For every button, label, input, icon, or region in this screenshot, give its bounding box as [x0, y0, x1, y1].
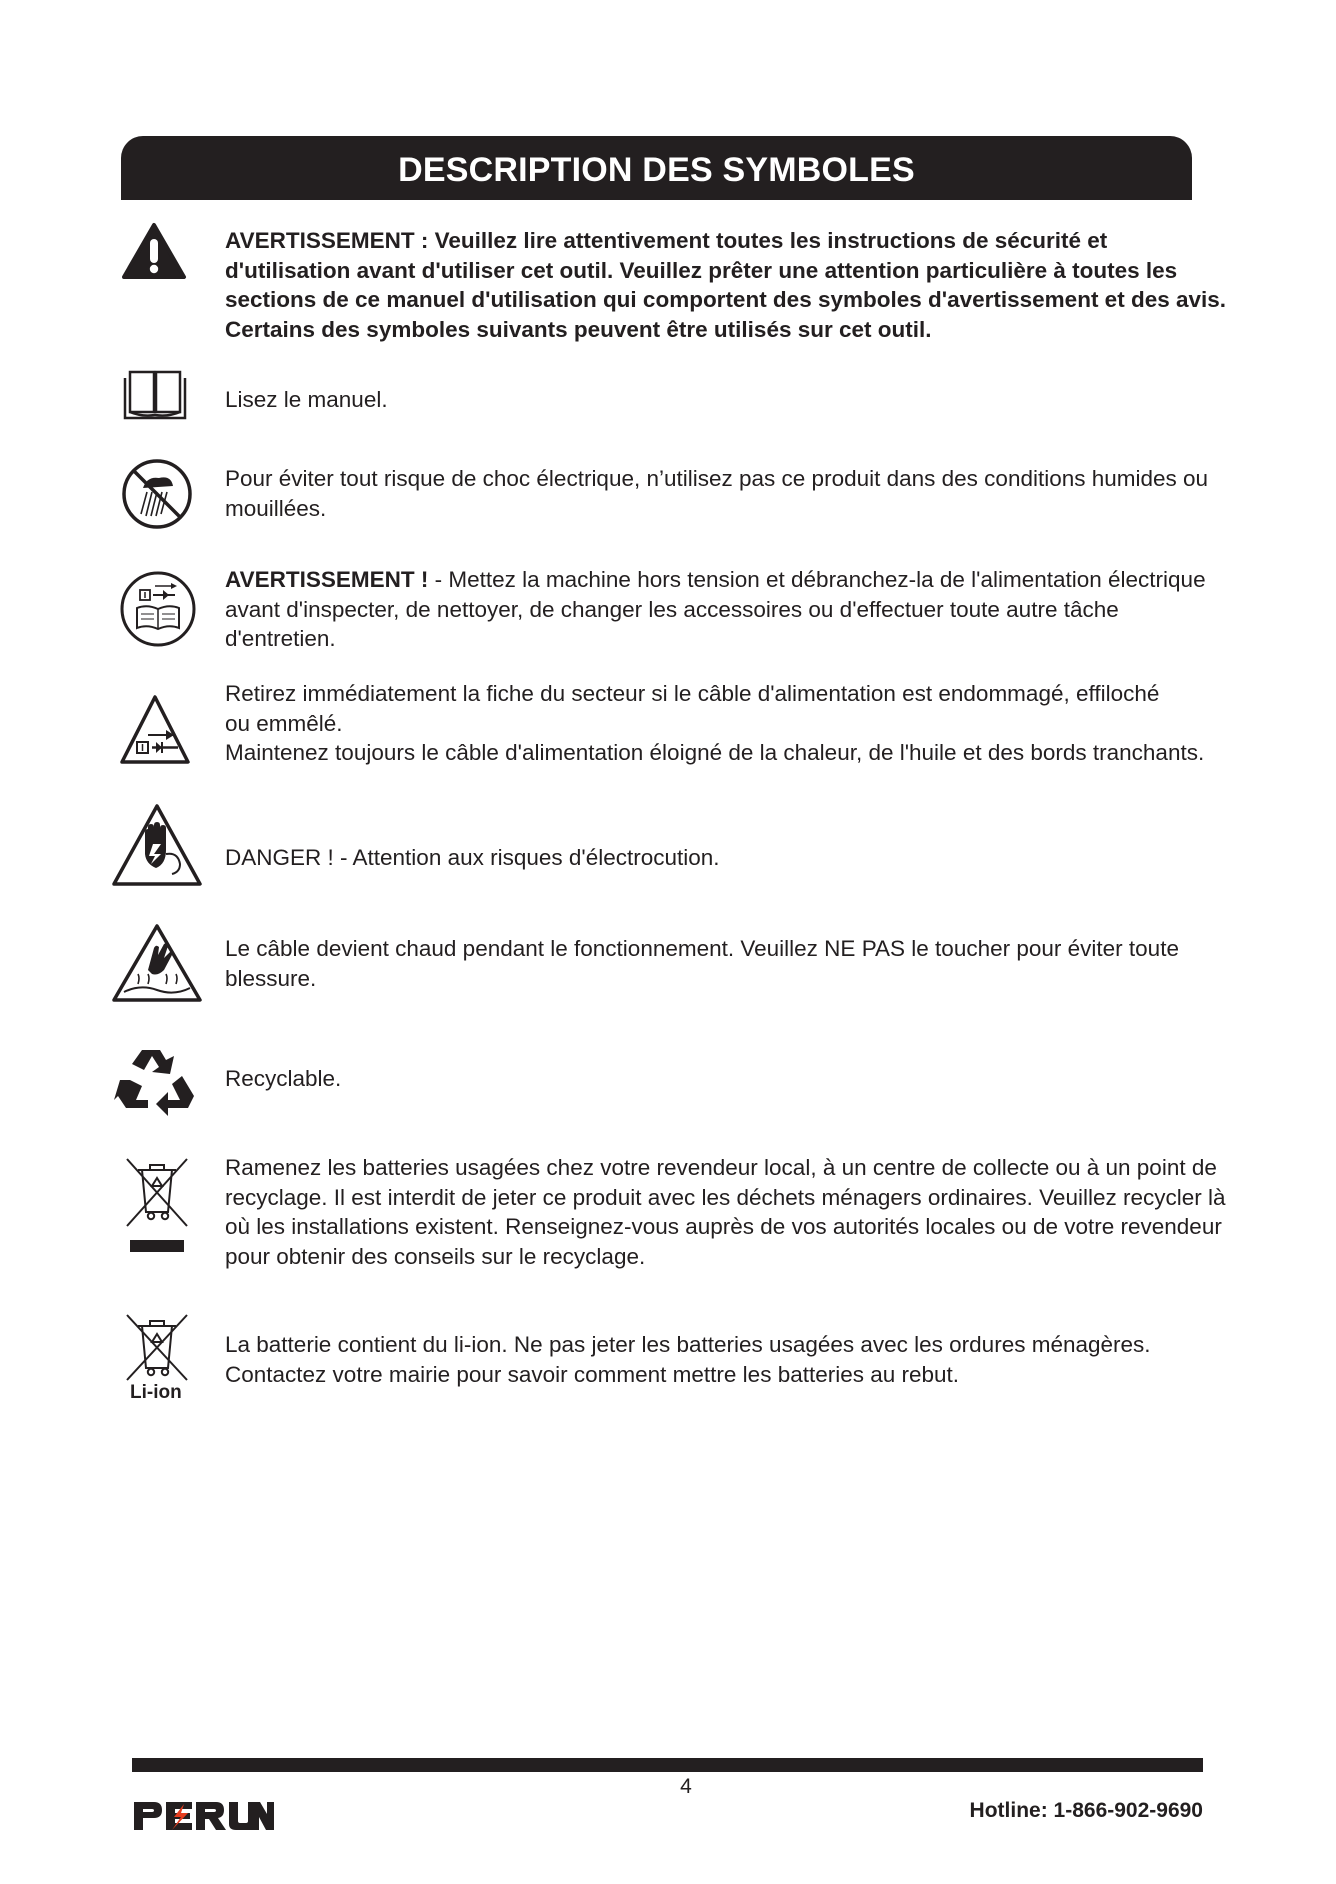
unplug-warning-icon — [118, 692, 192, 768]
damaged-cable-line: Retirez immédiatement la fiche du secteur si le câble d'alimentation est endommagé, effiloché ou emmêlé. — [225, 681, 1160, 736]
cable-away-line: Maintenez toujours le câble d'alimentation éloigné de la chaleur, de l'huile et des bords tranchants. — [225, 740, 1205, 765]
hot-surface-hand-icon — [110, 922, 204, 1004]
recycle-icon — [114, 1046, 200, 1122]
hotline-text: Hotline: 1-866-902-9690 — [969, 1799, 1203, 1822]
li-ion-bin-icon — [124, 1312, 190, 1382]
wet-conditions-text: Pour éviter tout risque de choc électrique, n’utilisez pas ce produit dans des conditions humides ou mouillées. — [225, 466, 1209, 521]
hot-cable-text: Le câble devient chaud pendant le fonctionnement. Veuillez NE PAS le toucher pour éviter toute blessure. — [225, 936, 1179, 991]
perun-logo — [134, 1800, 274, 1832]
li-ion-label: Li-ion — [130, 1382, 182, 1403]
warning-body: - Mettez la machine hors tension et débranchez-la de l'alimentation électrique avant d'inspecter, de nettoyer, de changer les accessoires ou d'effectuer toute autre tâche d'entretien. — [225, 567, 1206, 651]
general-warning-text: AVERTISSEMENT : Veuillez lire attentivement toutes les instructions de sécurité et d'utilisation avant d'utiliser cet outil. Veuillez prêter une attention particulière à toutes les sections de ce manuel d'utilisation qui comportent des symboles d'avertissement et des avis. Certains des symboles suivants peuvent être utilisés sur cet outil. — [225, 228, 1227, 342]
section-header — [121, 136, 1192, 200]
electrocution-hand-icon — [110, 802, 204, 888]
crossed-bin-icon — [124, 1156, 190, 1254]
li-ion-battery-text: La batterie contient du li-ion. Ne pas jeter les batteries usagées avec les ordures ménagères. Contactez votre mairie pour savoir comment mettre les batteries au rebut. — [225, 1332, 1151, 1387]
no-rain-icon — [121, 458, 193, 530]
read-manual-text: Lisez le manuel. — [225, 387, 388, 412]
warning-lead: AVERTISSEMENT ! — [225, 567, 429, 592]
footer-divider — [132, 1758, 1203, 1772]
unplug-manual-icon — [119, 570, 197, 648]
damaged-cable-text — [225, 679, 1235, 768]
page-number: 4 — [680, 1775, 692, 1798]
unplug-warning-text — [225, 565, 1235, 654]
warning-triangle-icon — [121, 222, 187, 280]
read-manual-book-icon — [122, 368, 188, 422]
electrocution-text: DANGER ! - Attention aux risques d'électrocution. — [225, 845, 720, 870]
recyclable-text: Recyclable. — [225, 1066, 342, 1091]
battery-recycling-text: Ramenez les batteries usagées chez votre revendeur local, à un centre de collecte ou à un point de recyclage. Il est interdit de jeter ce produit avec les déchets ménagers ordinaires. Veuillez recycler là où les installations existent. Renseignez-vous auprès de vos autorités locales ou de votre revendeur pour obtenir des conseils sur le recyclage. — [225, 1155, 1226, 1269]
page-title: DESCRIPTION DES SYMBOLES — [398, 150, 915, 189]
